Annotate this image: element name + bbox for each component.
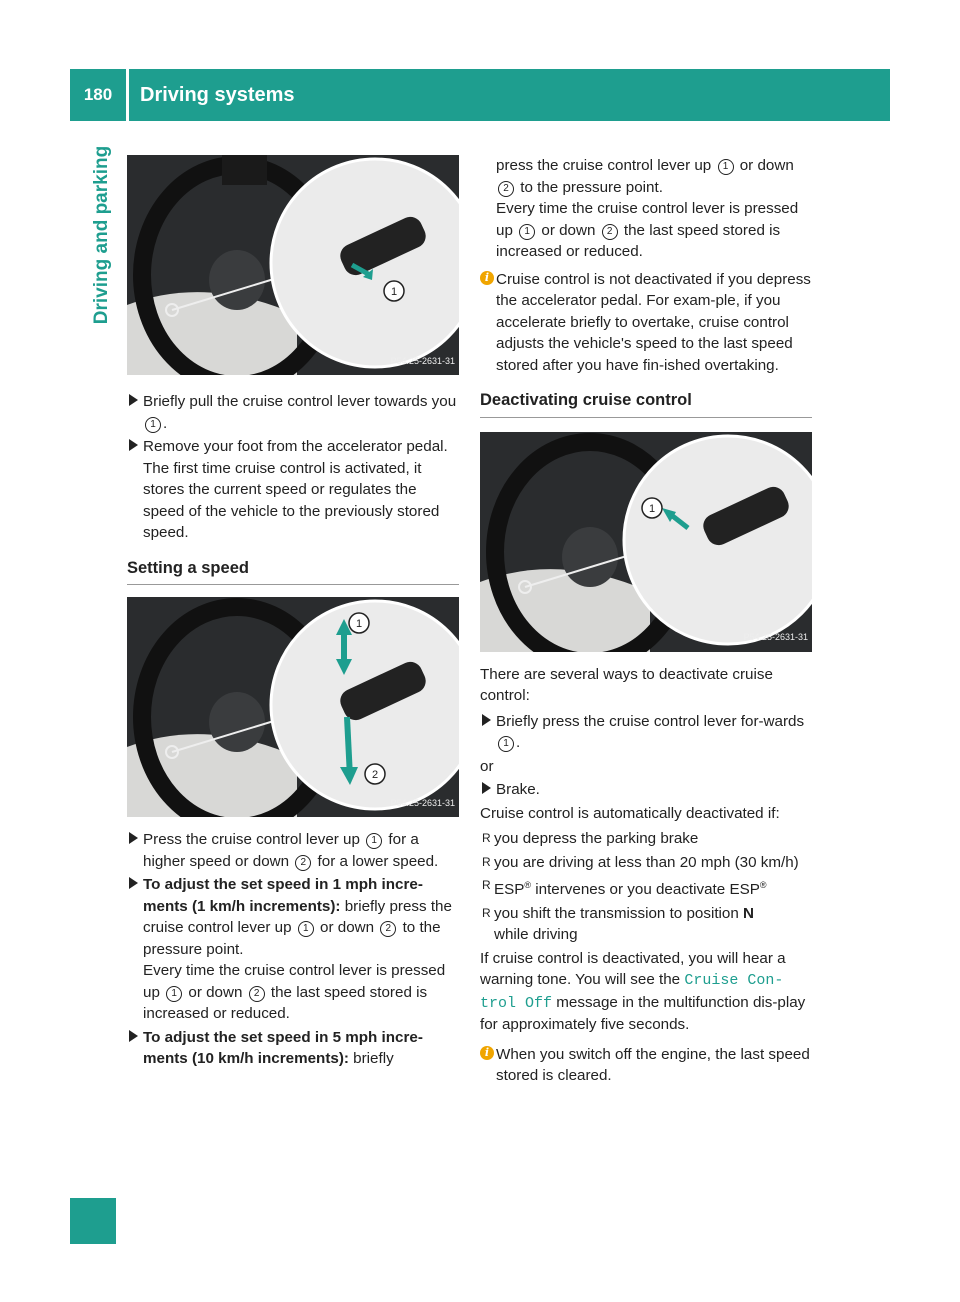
callout-2-icon: 2 <box>380 921 396 937</box>
step-brake: Brake. <box>480 779 812 801</box>
or-text: or <box>480 757 494 775</box>
deactivate-intro: There are several ways to deactivate cruise control: <box>480 665 773 704</box>
step-arrow-icon <box>127 393 139 407</box>
bullet-icon: R <box>482 878 491 892</box>
step-pull-lever: Briefly pull the cruise control lever towards you 1 . <box>127 391 459 434</box>
step-arrow-icon <box>480 713 492 727</box>
callout-2-icon: 2 <box>602 224 618 240</box>
bullet-low-speed: R you are driving at less than 20 mph (30 km/h) <box>480 852 812 874</box>
svg-text:1: 1 <box>390 286 398 298</box>
callout-1-icon: 1 <box>145 417 161 433</box>
auto-deactivate-text: Cruise control is automatically deactivated if: <box>480 804 780 822</box>
step-press-lever: Press the cruise control lever up 1 for a higher speed or down 2 for a lower speed. <box>127 829 459 872</box>
figure-code: P54.25-2631-31 <box>390 355 455 366</box>
svg-text:1: 1 <box>355 618 363 630</box>
bullet-esp: R ESP® intervenes or you deactivate ESP® <box>480 875 812 901</box>
bullet-icon: R <box>482 831 491 845</box>
side-tab-block <box>70 1198 116 1244</box>
svg-text:1: 1 <box>648 502 656 515</box>
side-tab-label: Driving and parking <box>91 145 113 325</box>
callout-2-icon: 2 <box>249 986 265 1002</box>
info-icon: i <box>480 1046 494 1060</box>
step-arrow-icon <box>127 1029 139 1043</box>
figure-pull-lever <box>127 155 459 375</box>
info-note-accelerator: i Cruise control is not deactivated if you depress the accelerator pedal. For exam-ple, if you accelerate briefly to overtake, cruise control adjusts the vehicle's speed to the last speed stored after you have fin-ished overtaking. <box>480 269 812 377</box>
figure-code: P54.25-2631-31 <box>743 632 808 642</box>
callout-2-icon: 2 <box>295 855 311 871</box>
step-adjust-1mph: To adjust the set speed in 1 mph incre-ments (1 km/h increments): briefly press the cruise control lever up 1 or down 2 to the pressure point. Every time the cruise control lever is pressed up 1 or down 2 the last speed stored is increased or reduced. <box>127 874 459 1025</box>
callout-1-icon: 1 <box>519 224 535 240</box>
heading-deactivating: Deactivating cruise control <box>480 390 812 418</box>
bullet-icon: R <box>482 854 491 869</box>
side-tab <box>88 145 116 325</box>
section-title: Driving systems <box>140 83 295 106</box>
svg-text:2: 2 <box>371 769 379 781</box>
figure-code: P54.25-2631-31 <box>390 797 455 808</box>
bullet-parking-brake: R you depress the parking brake <box>480 828 812 850</box>
callout-1-icon: 1 <box>166 986 182 1002</box>
page-number: 180 <box>83 85 113 104</box>
callout-1-icon: 1 <box>498 736 514 752</box>
step-arrow-icon <box>127 876 139 890</box>
callout-1-icon: 1 <box>718 159 734 175</box>
steering-illustration-2 <box>127 597 459 817</box>
heading-setting-speed: Setting a speed <box>127 558 459 586</box>
callout-2-icon: 2 <box>498 181 514 197</box>
callout-1-icon: 1 <box>366 833 382 849</box>
right-column <box>480 155 812 1087</box>
info-icon: i <box>480 271 494 285</box>
display-message: Cruise Con‐ trol Off <box>480 972 784 1012</box>
bullet-icon: R <box>482 905 491 920</box>
step-adjust-5mph: To adjust the set speed in 5 mph incre-ments (10 km/h increments): briefly <box>127 1027 459 1070</box>
header-divider <box>126 69 129 121</box>
bullet-transmission: R you shift the transmission to position N while driving <box>482 904 755 944</box>
page-header <box>70 69 890 121</box>
step-arrow-icon <box>480 781 492 795</box>
step-arrow-icon <box>127 438 139 452</box>
steering-illustration-3 <box>480 432 812 652</box>
figure-set-speed <box>127 597 459 817</box>
figure-deactivate <box>480 432 812 652</box>
left-column <box>127 155 459 1072</box>
step-press-forwards: Briefly press the cruise control lever for-wards 1 . <box>480 711 812 754</box>
step-remove-foot: Remove your foot from the accelerator pedal. The first time cruise control is activated, it stores the current speed or regulates the speed of the vehicle to the previously stored speed. <box>127 436 459 544</box>
steering-illustration-1 <box>127 155 459 375</box>
warning-tone-text: If cruise control is deactivated, you will hear a warning tone. You will see the Cruise Con‐ trol Off message in the multifunction dis-play for approximately five seconds. <box>480 949 806 1034</box>
callout-1-icon: 1 <box>298 921 314 937</box>
continued-step: press the cruise control lever up 1 or down 2 to the pressure point. Every time the cruise control lever is pressed up 1 or down 2 the last speed stored is increased or reduced. <box>496 157 799 260</box>
step-arrow-icon <box>127 831 139 845</box>
info-note-engine-off: i When you switch off the engine, the last speed stored is cleared. <box>480 1044 812 1087</box>
